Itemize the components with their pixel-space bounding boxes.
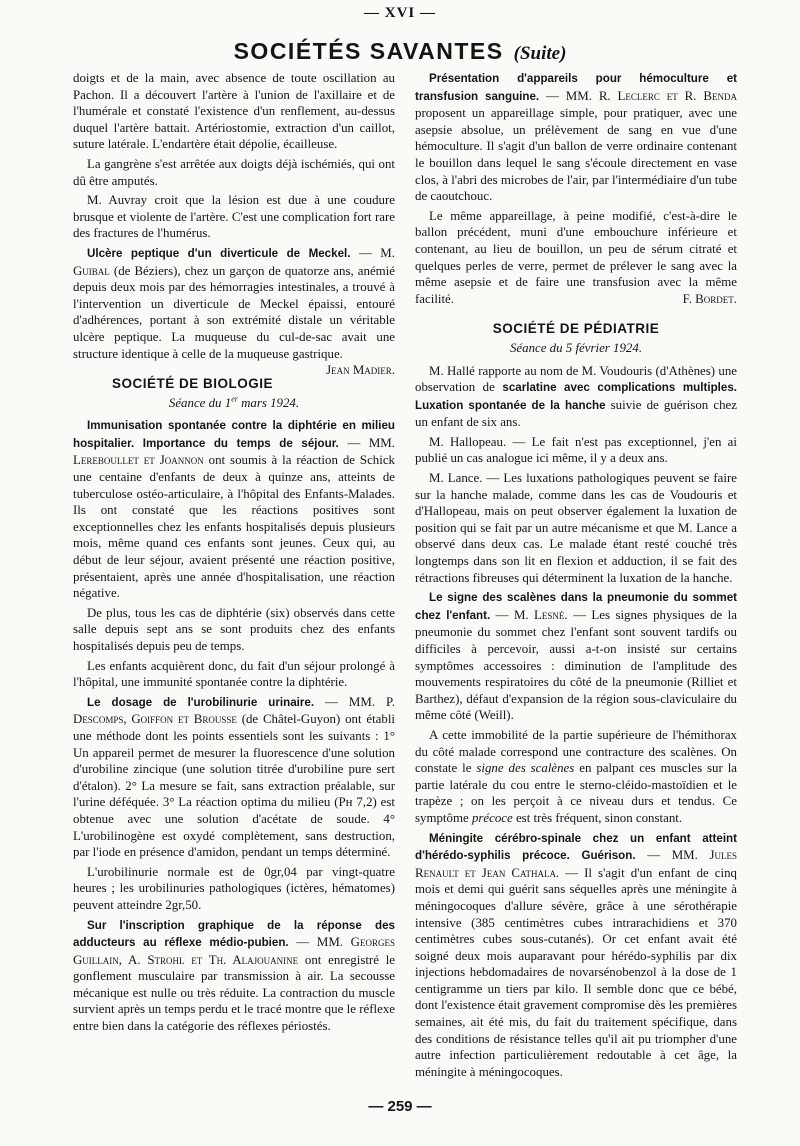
header-title: SOCIÉTÉS SAVANTES bbox=[233, 38, 504, 64]
article-title: Méningite cérébro-spinale chez un enfant atteint d'hérédo-syphilis précoce. Guérison. bbox=[415, 831, 737, 863]
paragraph: M. Auvray croit que la lésion est due à une coudure brusque et violente de l'artère. C'est une complication fort rare des fractures de l'humérus. bbox=[73, 193, 395, 241]
article-scarlatine bbox=[415, 363, 737, 431]
paragraph-text: Le même appareillage, à peine modifié, c'est-à-dire le ballon précédent, muni d'une embouchure inférieure et contenant, au lieu de bouillon, un peu de sérum citraté et quelques perles de verre, permet de prélever le sang avec la même asepsie et de faire une transfusion avec la même facilité. bbox=[415, 208, 737, 306]
running-header bbox=[0, 38, 800, 65]
article-authors: — MM. R. Leclerc et R. Benda bbox=[546, 88, 737, 103]
article-diphterie bbox=[73, 417, 395, 602]
signature: F. Bordet. bbox=[682, 291, 737, 306]
article-authors: — MM. P. Descomps, Goiffon et Brousse bbox=[73, 694, 395, 727]
article-title: Sur l'inscription graphique de la réponse des adducteurs au réflexe médio-pubien. bbox=[73, 918, 395, 950]
header-suite: (Suite) bbox=[513, 43, 567, 64]
page-folio: — 259 — bbox=[368, 1098, 432, 1115]
article-title: Ulcère peptique d'un diverticule de Meckel. bbox=[87, 246, 351, 260]
session-date bbox=[73, 395, 395, 412]
paragraph-text: A cette immobilité de la partie supérieure de l'hémithorax du côté malade correspond une contracture des scalènes. On constate le bbox=[415, 727, 737, 776]
article-text: M. Hallé rapporte au nom de M. Voudouris (d'Athènes) une observation de bbox=[415, 363, 737, 395]
date-text: Séance du 1 bbox=[168, 395, 232, 410]
session-date: Séance du 5 février 1924. bbox=[509, 340, 643, 355]
article-text: — Il s'agit d'un enfant de cinq mois et demi qui guérit sans séquelles après une méningite à méningocoques d'allure sévère, grâce à une sérothérapie intensive (385 centimètres cubes intrarachidiens et 370 centimètres cubes sous-cutanés). Or cet enfant avait été soigné deux mois auparavant pour hérédo-syphilis par dix injections hebdomadaires de novarsénobenzol à la dose de 1 centigramme un tiers par kilo. Il semble donc que ce bébé, dont l'existence était gravement compromise dès les premières semaines, ait été mis, du fait du traitement spécifique, dans des conditions de résistance telles qu'il ait pu triompher d'une autre infection particulièrement redoutable à cet âge, la méningite à méningocoques. bbox=[415, 865, 738, 1079]
paragraph: De plus, tous les cas de diphtérie (six) observés dans cette salle depuis sept ans se sont produits chez des enfants hospitalisés depuis peu de temps. bbox=[73, 605, 395, 653]
section-heading-pediatrie: SOCIÉTÉ DE PÉDIATRIE bbox=[492, 321, 660, 337]
article-title: Immunisation spontanée contre la diphtérie en milieu hospitalier. Importance du temps de séjour. bbox=[73, 419, 395, 450]
article-hemoculture bbox=[415, 70, 737, 205]
date-text: mars 1924. bbox=[237, 395, 300, 410]
article-text: (de Châtel-Guyon) ont établi une méthode dont les points essentiels sont les suivants : 1° Un appareil permet de mesurer la fluorescence d'une solution d'urobiline zincique (une solution titrée d'urobiline pure sert d'étalon). 2° La mesure se fait, sans extraction préalable, sur l'urine déféquée. 3° La réaction optima du milieu (Pн 7,2) est obtenue avec une solution d'acétate de soude. 4° L'urobilinogène est oxydé complètement, sans destruction, par l'iode en présence d'amidon, pendant un temps déterminé. bbox=[73, 712, 396, 860]
article-title: Le signe des scalènes dans la pneumonie du sommet chez l'enfant. bbox=[415, 591, 737, 622]
article-title: scarlatine avec complications multiples. Luxation spontanée de la hanche bbox=[415, 381, 737, 412]
article-text: proposent un appareillage simple, pour pratiquer, avec une asepsie absolue, un prélèvement de sang en vue d'une hémoculture. Il s'agit d'un ballon de verre ordinaire contenant le bouillon dans lequel le sang s'écoule directement en vase clos, à l'abri des microbes de l'air, par l'intermédiaire d'un tube de caoutchouc. bbox=[415, 106, 737, 204]
article-meckel bbox=[73, 245, 395, 378]
article-text: (de Béziers), chez un garçon de quatorze ans, anémié depuis deux mois par des hémorragies intestinales, a trouvé à l'intervention un diverticule de Meckel épaissi, entouré d'adhérences, portant à son extrémité distale un véritable ulcère peptique. La muqueuse du cul-de-sac avait une structure identique à celle de la muqueuse gastrique. bbox=[73, 263, 395, 361]
article-authors: — MM. Lereboullet et Joannon bbox=[73, 435, 395, 468]
section-heading-biologie: SOCIÉTÉ DE BIOLOGIE bbox=[112, 376, 274, 392]
paragraph: Les enfants acquièrent donc, du fait d'un séjour prolongé à l'hôpital, une immunité spontanée contre la diphtérie. bbox=[73, 658, 395, 690]
paragraph: La gangrène s'est arrêtée aux doigts déjà ischémiés, qui ont dû être amputés. bbox=[73, 156, 395, 188]
paragraph bbox=[415, 208, 737, 308]
paragraph-text: en palpant ces muscles sur la partie latérale du cou entre le sterno-cléido-mastoïdien et le trapèze ; on les perçoit à ce niveau durs et tendus. Ce symptôme bbox=[415, 761, 738, 825]
paragraph: M. Hallopeau. — Le fait n'est pas exceptionnel, j'en ai publié un cas analogue ici même, il y a deux ans. bbox=[415, 434, 737, 466]
article-urobilinurie bbox=[73, 694, 395, 861]
article-meningite bbox=[415, 830, 737, 1081]
roman-page-number: — XVI — bbox=[363, 5, 436, 21]
article-text: ont soumis à la réaction de Schick une centaine d'enfants de deux à quinze ans, atteints de tuberculose ostéo-articulaire, à l'hôpital des Enfants-Malades. Ils ont constaté que les réactions positives sont exceptionnelles chez les enfants hospitalisés depuis plusieurs mois, même quand ces enfants sont jeunes. Ceux qui, au début de leur séjour, avaient présenté une réaction positive, présentaient, après une année d'hospitalisation, une réaction négative. bbox=[73, 453, 395, 601]
paragraph: doigts et de la main, avec absence de toute oscillation au Pachon. Il a découvert l'artère à l'union de l'axillaire et de l'humérale et constaté l'existence d'un renflement, au-dessus duquel l'artère battait. Artériostomie, extraction d'un caillot, suture latérale. L'endartère était dépolie, écailleuse. bbox=[73, 71, 395, 152]
article-authors: — M. Guibal bbox=[73, 245, 395, 278]
left-column bbox=[73, 70, 395, 1038]
paragraph: L'urobilinurie normale est de 0gr,04 par vingt-quatre heures ; les urobilinuries pathologiques (ictères, hématomes) peuvent atteindre 2gr,50. bbox=[73, 864, 395, 912]
article-authors: — M. Lesné. bbox=[495, 607, 568, 622]
article-title: Le dosage de l'urobilinurie urinaire. bbox=[87, 695, 315, 709]
article-text: ont enregistré le gonflement musculaire par transmission à air. La secousse mécanique est nulle ou très réduite. La contraction du muscle survient après un temps perdu et le tracé montre que le réflexe entre bien dans la catégorie des réflexes périostés. bbox=[73, 952, 395, 1034]
paragraph bbox=[415, 727, 737, 827]
italic-term: précoce bbox=[471, 810, 513, 825]
article-reflexe bbox=[73, 917, 395, 1035]
article-authors: — MM. Jules Renault et Jean Cathala. bbox=[415, 848, 737, 880]
right-column bbox=[415, 70, 737, 1083]
article-title: Présentation d'appareils pour hémoculture et transfusion sanguine. bbox=[415, 72, 737, 103]
article-text: — Les signes physiques de la pneumonie du sommet chez l'enfant sont souvent tardifs ou difficiles à percevoir, aussi a-t-on insisté sur certains symptômes accessoires : diminution de l'amplitude des mouvements respiratoires du côté de la pneumonie (Rilliet et Barthez), défaut d'expansion de la région sous-claviculaire du même côté (Weill). bbox=[415, 607, 737, 723]
paragraph: M. Lance. — Les luxations pathologiques peuvent se faire sur la hanche malade, comme dans les cas de Voudouris et d'Hallopeau, mais on peut observer également la luxation de position qui se fait par un autre mécanisme et que M. Lance a observé dans deux cas. Le malade étant resté couché très longtemps dans son lit en flexion et adduction, il se fait des rétractions fibreuses qui déterminent la luxation de la hanche. bbox=[415, 471, 737, 585]
signature: Jean Madier. bbox=[326, 363, 395, 378]
article-text: suivie de guérison chez un enfant de six ans. bbox=[415, 397, 737, 430]
paragraph-text: est très fréquent, sinon constant. bbox=[512, 810, 683, 825]
article-scalenes bbox=[415, 589, 737, 724]
italic-term: signe des scalènes bbox=[476, 761, 575, 776]
article-authors: — MM. Georges Guillain, A. Strohl et Th. Alajouanine bbox=[73, 935, 395, 967]
date-sup: er bbox=[231, 394, 238, 404]
